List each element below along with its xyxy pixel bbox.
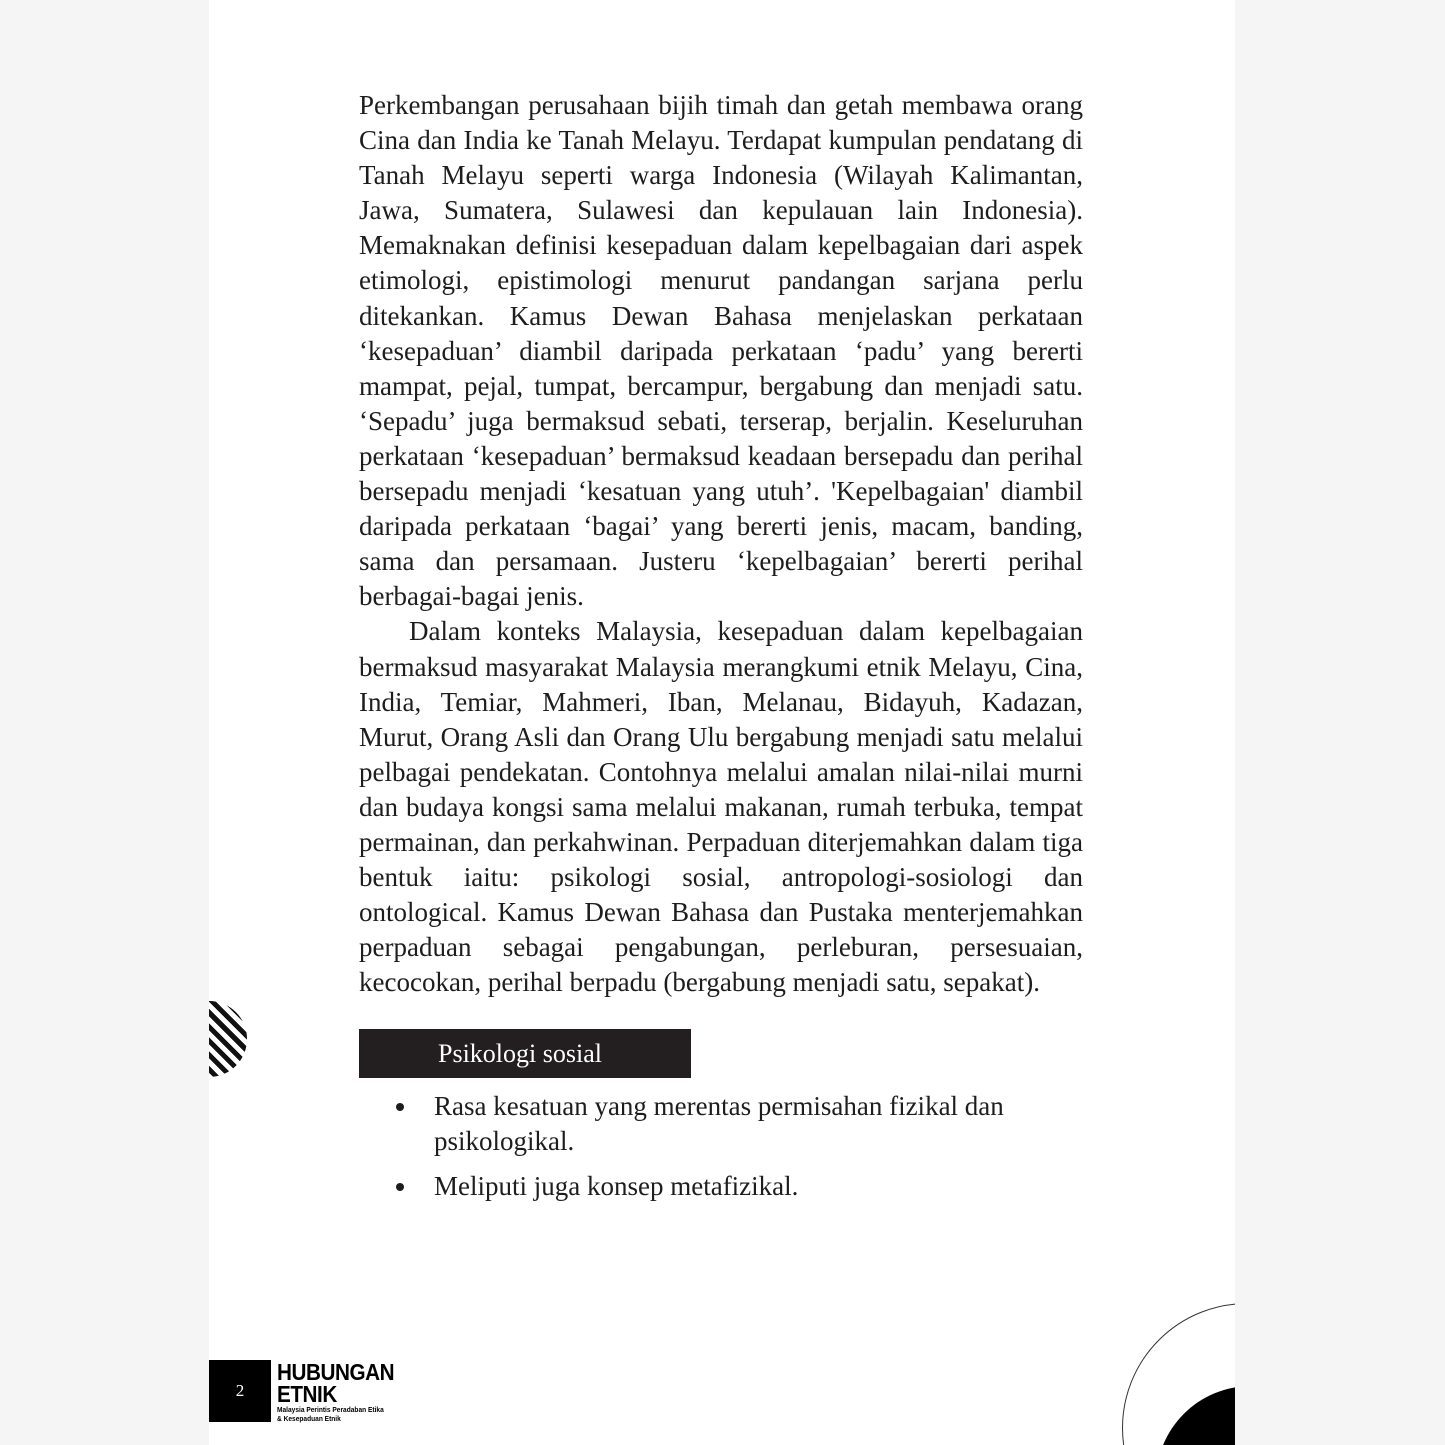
logo-title-line2: ETNIK	[277, 1381, 337, 1407]
bullet-list	[359, 1089, 1083, 1214]
list-item	[359, 1089, 1034, 1159]
book-logo	[277, 1361, 417, 1423]
list-item	[359, 1169, 1034, 1204]
striped-circle-decoration	[209, 1001, 247, 1077]
section-heading: Psikologi sosial	[359, 1029, 691, 1078]
page-footer	[209, 1360, 409, 1422]
bullet-icon	[396, 1103, 404, 1111]
logo-subtitle-line2: & Kesepaduan Etnik	[277, 1414, 341, 1423]
book-page	[209, 0, 1235, 1445]
body-text	[359, 88, 1083, 1000]
paragraph-1: Perkembangan perusahaan bijih timah dan getah membawa orang Cina dan India ke Tanah Melayu. Terdapat kumpulan pendatang di Tanah Melayu seperti warga Indonesia (Wilayah Kalimantan, Jawa, Sumatera, Sulawesi dan kepulauan lain Indonesia). Memaknakan definisi kesepaduan dalam kepelbagaian dari aspek etimologi, epistimologi menurut pandangan sarjana perlu ditekankan. Kamus Dewan Bahasa menjelaskan perkataan ‘kesepaduan’ diambil daripada perkataan ‘padu’ yang bererti mampat, pejal, tumpat, bercampur, bergabung dan menjadi satu. ‘Sepadu’ juga bermaksud sebati, terserap, berjalin. Keseluruhan perkataan ‘kesepaduan’ bermaksud keadaan bersepadu dan perihal bersepadu menjadi ‘kesatuan yang utuh’. 'Kepelbagaian' diambil daripada perkataan ‘bagai’ yang bererti jenis, macam, banding, sama dan persamaan. Justeru ‘kepelbagaian’ bererti perihal berbagai-bagai jenis.	[359, 90, 1083, 612]
paragraph-2: Dalam konteks Malaysia, kesepaduan dalam kepelbagaian bermaksud masyarakat Malaysia merangkumi etnik Melayu, Cina, India, Temiar, Mahmeri, Iban, Melanau, Bidayuh, Kadazan, Murut, Orang Asli dan Orang Ulu bergabung menjadi satu melalui pelbagai pendekatan. Contohnya melalui amalan nilai-nilai murni dan budaya kongsi sama melalui makanan, rumah terbuka, tempat permainan, dan perkahwinan. Perpaduan diterjemahkan dalam tiga bentuk iaitu: psikologi sosial, antropologi-sosiologi dan ontological. Kamus Dewan Bahasa dan Pustaka menterjemahkan perpaduan sebagai pengabungan, perleburan, persesuaian, kecocokan, perihal berpadu (bergabung menjadi satu, sepakat).	[359, 616, 1083, 998]
logo-title-line1: HUBUNGAN	[277, 1359, 395, 1385]
list-item-text: Meliputi juga konsep metafizikal.	[434, 1171, 799, 1201]
list-item-text: Rasa kesatuan yang merentas permisahan fizikal dan psikologikal.	[434, 1091, 1004, 1156]
logo-subtitle-line1: Malaysia Perintis Peradaban Etika	[277, 1405, 384, 1414]
bullet-icon	[396, 1183, 404, 1191]
page-number: 2	[209, 1360, 271, 1422]
